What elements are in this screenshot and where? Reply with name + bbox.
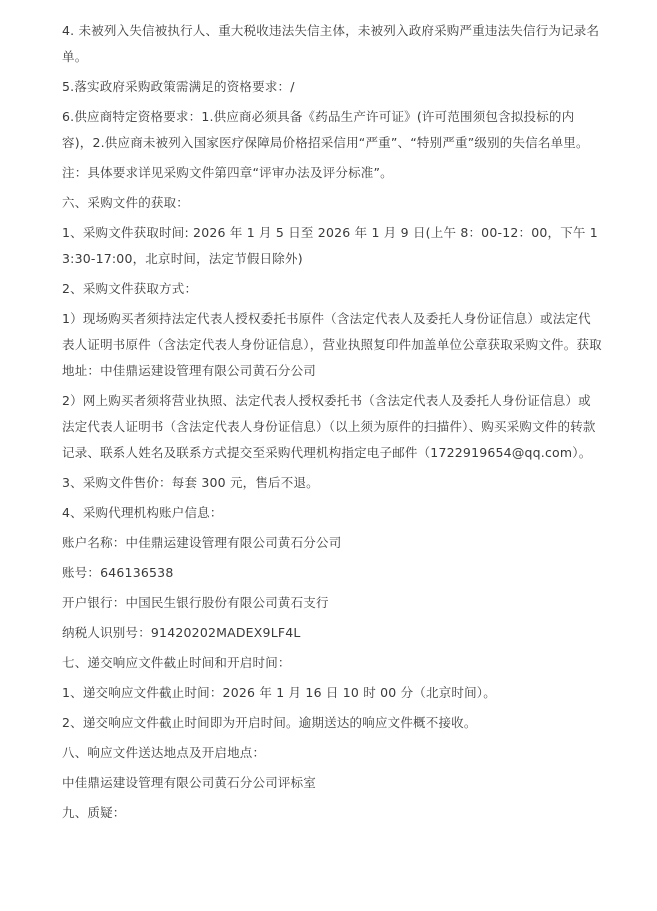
paragraph-account-number: 账号：646136538 bbox=[62, 565, 174, 580]
paragraph-price: 3、采购文件售价：每套 300 元，售后不退。 bbox=[62, 475, 319, 490]
section-heading-8: 八、响应文件送达地点及开启地点： bbox=[62, 745, 266, 760]
paragraph-note: 注：具体要求详见采购文件第四章“评审办法及评分标准”。 bbox=[62, 165, 393, 180]
paragraph-account-info-heading: 4、采购代理机构账户信息： bbox=[62, 505, 223, 520]
paragraph-location: 中佳鼎运建设管理有限公司黄石分公司评标室 bbox=[62, 775, 317, 790]
section-heading-6: 六、采购文件的获取： bbox=[62, 195, 190, 210]
paragraph-onsite-purchase: 1）现场购买者须持法定代表人授权委托书原件（含法定代表人及委托人身份证信息）或法定代表人证明书原件（含法定代表人身份证信息），营业执照复印件加盖单位公章获取采购文件。获取地址：中佳鼎运建设管理有限公司黄石分公司 bbox=[62, 311, 602, 378]
paragraph-specific-qualifications: 6.供应商特定资格要求：1.供应商必须具备《药品生产许可证》(许可范围须包含拟投标的内容)，2.供应商未被列入国家医疗保障局价格招采信用“严重”、“特别严重”级别的失信名单里。 bbox=[62, 109, 589, 150]
paragraph-bank: 开户银行：中国民生银行股份有限公司黄石支行 bbox=[62, 595, 329, 610]
paragraph-tax-id: 纳税人识别号：91420202MADEX9LF4L bbox=[62, 625, 301, 640]
paragraph-deadline: 1、递交响应文件截止时间：2026 年 1 月 16 日 10 时 00 分（北京时间）。 bbox=[62, 685, 496, 700]
paragraph-account-name: 账户名称：中佳鼎运建设管理有限公司黄石分公司 bbox=[62, 535, 342, 550]
paragraph-eligibility-4: 4. 未被列入失信被执行人、重大税收违法失信主体，未被列入政府采购严重违法失信行为记录名单。 bbox=[62, 23, 600, 64]
paragraph-policy-requirements: 5.落实政府采购政策需满足的资格要求：/ bbox=[62, 79, 295, 94]
section-heading-9: 九、质疑： bbox=[62, 805, 126, 820]
paragraph-online-purchase: 2）网上购买者须将营业执照、法定代表人授权委托书（含法定代表人及委托人身份证信息）或法定代表人证明书（含法定代表人身份证信息）（以上须为原件的扫描件）、购买采购文件的转款记录、联系人姓名及联系方式提交至采购代理机构指定电子邮件（1722919654@qq.com）。 bbox=[62, 393, 596, 460]
paragraph-opening-time: 2、递交响应文件截止时间即为开启时间。逾期送达的响应文件概不接收。 bbox=[62, 715, 477, 730]
document-body bbox=[62, 18, 602, 830]
section-heading-7: 七、递交响应文件截止时间和开启时间： bbox=[62, 655, 291, 670]
paragraph-acquisition-time: 1、采购文件获取时间: 2026 年 1 月 5 日至 2026 年 1 月 9 日(上午 8：00-12：00，下午 13:30-17:00，北京时间，法定节假日除外) bbox=[62, 225, 598, 266]
paragraph-acquisition-method: 2、采购文件获取方式： bbox=[62, 281, 198, 296]
